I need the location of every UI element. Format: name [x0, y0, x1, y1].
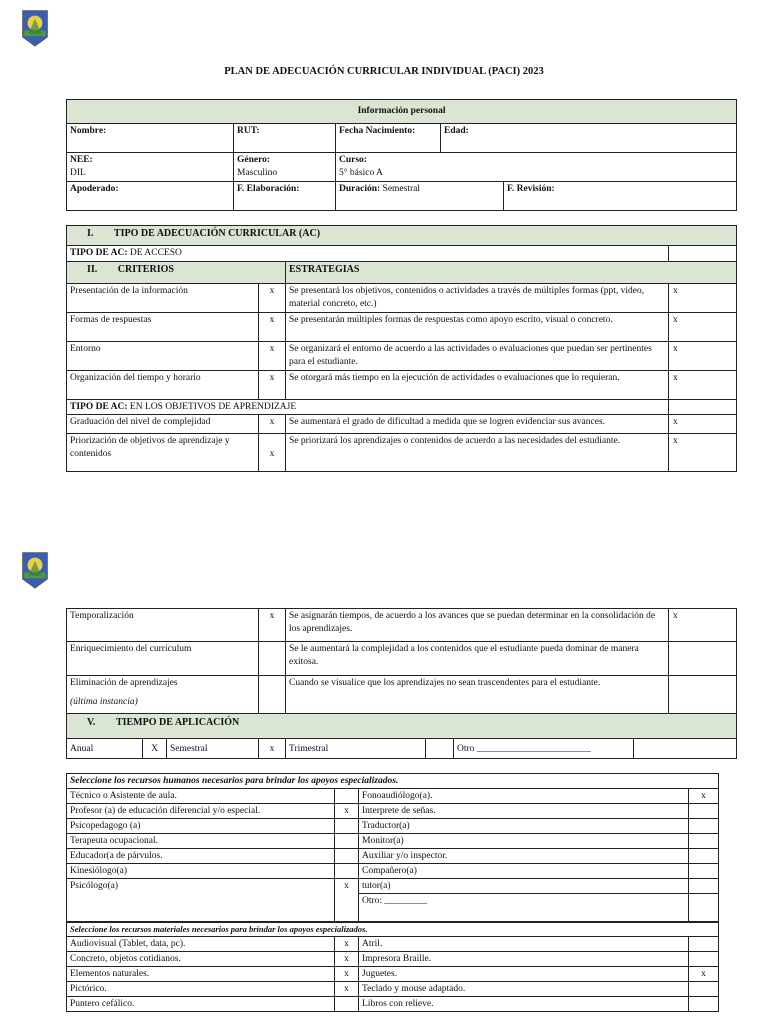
criterio-mark[interactable]: x [259, 371, 286, 400]
curso-value: 5° básico A [339, 168, 383, 178]
estrategia-cell: Se presentarán múltiples formas de respuestas como apoyo escrito, visual o concreto. [286, 313, 669, 342]
tipo-ac-label-2: TIPO DE AC: [70, 402, 128, 412]
resource-mark[interactable] [335, 997, 359, 1012]
resource-label: Psicólogo(a) [67, 879, 335, 922]
resource-row [67, 937, 719, 952]
nombre-label: Nombre: [67, 124, 234, 153]
resource-mark[interactable] [689, 819, 719, 834]
resource-row [67, 864, 719, 879]
criterio-label: Eliminación de aprendizajes [70, 678, 178, 688]
criterio-mark[interactable]: x [259, 609, 286, 642]
criterio-cell: Entorno [67, 342, 259, 371]
resource-mark[interactable] [689, 834, 719, 849]
estrategia-mark[interactable]: x [669, 313, 737, 342]
resource-label: Psicopedagogo (a) [67, 819, 335, 834]
criterio-cell: Presentación de la información [67, 284, 259, 313]
resource-label: Atril. [359, 937, 689, 952]
resource-label: Monitor(a) [359, 834, 689, 849]
criterio-cell: Organización del tiempo y horario [67, 371, 259, 400]
resource-label: Fonoaudiólogo(a). [359, 789, 689, 804]
criterio-row [67, 676, 737, 714]
resource-label: Impresora Braille. [359, 952, 689, 967]
adecuacion-table [66, 225, 737, 472]
resource-mark[interactable]: x [689, 967, 719, 982]
estrategia-cell: Se aumentará el grado de dificultad a medida que se logren evidenciar sus avances. [286, 415, 669, 434]
resource-row [67, 967, 719, 982]
tipo-ac-acceso: DE ACCESO [129, 248, 182, 258]
resource-mark[interactable] [689, 982, 719, 997]
resource-mark[interactable] [689, 937, 719, 952]
semestral-mark[interactable]: x [259, 739, 286, 759]
criterios-title: CRITERIOS [117, 264, 174, 275]
genero-value: Masculino [237, 168, 278, 178]
tiempo-table [66, 713, 737, 759]
resource-mark[interactable]: x [335, 879, 359, 922]
rut-label: RUT: [234, 124, 336, 153]
resource-label: tutor(a) [359, 879, 689, 894]
criterio-row [67, 609, 737, 642]
resource-mark[interactable] [689, 894, 719, 922]
criterio-row [67, 434, 737, 472]
section-tipo-ac [67, 226, 737, 246]
resource-mark[interactable] [335, 819, 359, 834]
criterio-mark[interactable]: x [259, 434, 286, 472]
criterio-cell: Enriquecimiento del currículum [67, 642, 259, 676]
criterio-cell [67, 676, 259, 714]
estrategia-cell: Se priorizará los aprendizajes o contenidos de acuerdo a las necesidades del estudiante. [286, 434, 669, 472]
criterio-cell: Formas de respuestas [67, 313, 259, 342]
estrategia-cell: Se asignarán tiempos, de acuerdo a los avances que se puedan determinar en la consolidación de los aprendizajes. [286, 609, 669, 642]
estrategia-cell: Se organizará el entorno de acuerdo a las actividades o evaluaciones que puedan ser pertinentes para el estudiante. [286, 342, 669, 371]
resource-label: Audiovisual (Tablet, data, pc). [67, 937, 335, 952]
nee-value: DIL [70, 168, 86, 178]
resource-label: Otro: _________ [359, 894, 689, 922]
resource-mark[interactable]: x [335, 937, 359, 952]
resource-mark[interactable]: x [335, 804, 359, 819]
resource-label: Puntero cefálico. [67, 997, 335, 1012]
estrategia-mark[interactable] [669, 676, 737, 714]
resource-mark[interactable]: x [689, 789, 719, 804]
criterio-mark[interactable] [259, 642, 286, 676]
document-title: PLAN DE ADECUACIÓN CURRICULAR INDIVIDUAL (PACI) 2023 [224, 66, 544, 77]
resource-mark[interactable] [689, 879, 719, 894]
resource-label: Elementos naturales. [67, 967, 335, 982]
otro-label: Otro ________________________ [454, 739, 634, 759]
criterios-heading [67, 262, 286, 284]
estrategia-mark[interactable] [669, 642, 737, 676]
section-num: I. [87, 228, 94, 239]
criterio-mark[interactable]: x [259, 342, 286, 371]
estrategia-cell: Se otorgará más tiempo en la ejecución de actividades o evaluaciones que lo requieran. [286, 371, 669, 400]
estrategia-cell: Se presentará los objetivos, contenidos o actividades a través de múltiples formas (ppt, video, material concreto, etc.) [286, 284, 669, 313]
estrategia-mark[interactable]: x [669, 434, 737, 472]
resource-label: Traductor(a) [359, 819, 689, 834]
resource-row [67, 879, 719, 894]
estrategia-mark[interactable]: x [669, 609, 737, 642]
tiempo-heading [67, 714, 737, 739]
criterio-row [67, 342, 737, 371]
recursos-materiales-table [66, 922, 719, 1012]
resource-row [67, 997, 719, 1012]
anual-label: Anual [67, 739, 143, 759]
criterio-mark[interactable]: x [259, 415, 286, 434]
resource-mark[interactable] [689, 849, 719, 864]
criterio-row [67, 642, 737, 676]
criterio-mark[interactable]: x [259, 313, 286, 342]
recursos-materiales-heading: Seleccione los recursos materiales necesarios para brindar los apoyos especializados. [67, 923, 719, 937]
resource-mark[interactable]: x [335, 952, 359, 967]
trimestral-mark[interactable] [426, 739, 454, 759]
resource-mark[interactable] [335, 864, 359, 879]
genero-label: Género: [237, 155, 271, 165]
resource-label: Interprete de señas. [359, 804, 689, 819]
resource-label: Kinesiólogo(a) [67, 864, 335, 879]
page2-table [66, 608, 737, 714]
resource-label: Pictórico. [67, 982, 335, 997]
criterio-mark[interactable] [259, 676, 286, 714]
semestral-label: Semestral [167, 739, 259, 759]
resource-label: Terapeuta ocupacional. [67, 834, 335, 849]
criterio-note: (última instancia) [70, 697, 138, 707]
criterio-row [67, 371, 737, 400]
resource-label: Profesor (a) de educación diferencial y/o especial. [67, 804, 335, 819]
resource-mark[interactable] [689, 952, 719, 967]
criterio-row [67, 284, 737, 313]
criterio-row [67, 313, 737, 342]
resource-label: Teclado y mouse adaptado. [359, 982, 689, 997]
f-elaboracion-label: F. Elaboración: [234, 182, 336, 211]
criterio-cell: Priorización de objetivos de aprendizaje y contenidos [67, 434, 259, 472]
resource-mark[interactable] [335, 849, 359, 864]
estrategia-mark[interactable]: x [669, 371, 737, 400]
resource-label: Libros con relieve. [359, 997, 689, 1012]
resource-label: Concreto, objetos cotidianos. [67, 952, 335, 967]
criterio-cell: Temporalización [67, 609, 259, 642]
tipo-ac-objetivos: EN LOS OBJETIVOS DE APRENDIZAJE [129, 402, 297, 412]
criterio-cell: Graduación del nivel de complejidad [67, 415, 259, 434]
section-title: TIPO DE ADECUACIÓN CURRICULAR (AC) [113, 228, 321, 239]
anual-mark[interactable]: X [143, 739, 167, 759]
resource-mark[interactable] [335, 789, 359, 804]
resource-label: Compañero(a) [359, 864, 689, 879]
tiempo-title: TIEMPO DE APLICACIÓN [115, 717, 240, 728]
estrategia-cell: Se le aumentará la complejidad a los contenidos que el estudiante pueda dominar de manera exitosa. [286, 642, 669, 676]
resource-label: Técnico o Asistente de aula. [67, 789, 335, 804]
estrategias-title: ESTRATEGIAS [286, 262, 737, 284]
resource-mark[interactable]: x [335, 967, 359, 982]
resource-mark[interactable]: x [335, 982, 359, 997]
resource-row [67, 804, 719, 819]
resource-row [67, 849, 719, 864]
estrategia-mark[interactable]: x [669, 284, 737, 313]
resource-mark[interactable] [335, 834, 359, 849]
resource-label: Auxiliar y/o inspector. [359, 849, 689, 864]
recursos-humanos-heading: Seleccione los recursos humanos necesarios para brindar los apoyos especializados. [67, 774, 719, 789]
duracion-value: Semestral [382, 184, 421, 194]
resource-row [67, 952, 719, 967]
fecha-nacimiento-label: Fecha Nacimiento: [336, 124, 441, 153]
resource-row [67, 982, 719, 997]
tipo-ac-label: TIPO DE AC: [70, 248, 128, 258]
resource-row [67, 819, 719, 834]
resource-label: Juguetes. [359, 967, 689, 982]
personal-info-table [66, 99, 737, 211]
duracion-label: Duración: [339, 184, 381, 194]
recursos-humanos-table [66, 773, 719, 922]
personal-info-heading: Información personal [67, 100, 737, 124]
apoderado-label: Apoderado: [67, 182, 234, 211]
estrategia-cell: Cuando se visualice que los aprendizajes no sean trascendentes para el estudiante. [286, 676, 669, 714]
otro-mark[interactable] [634, 739, 737, 759]
edad-label: Edad: [441, 124, 737, 153]
curso-label: Curso: [339, 155, 367, 165]
criterio-mark[interactable]: x [259, 284, 286, 313]
criterio-row [67, 415, 737, 434]
resource-row [67, 789, 719, 804]
resource-label: Educador(a de párvulos. [67, 849, 335, 864]
school-logo-page2 [19, 551, 51, 589]
resource-row [67, 834, 719, 849]
estrategia-mark[interactable]: x [669, 342, 737, 371]
tiempo-num: V. [87, 717, 96, 728]
estrategia-mark[interactable]: x [669, 415, 737, 434]
criterios-num: II. [87, 264, 98, 275]
resource-mark[interactable] [689, 997, 719, 1012]
trimestral-label: Trimestral [286, 739, 426, 759]
nee-label: NEE: [70, 155, 93, 165]
resource-mark[interactable] [689, 804, 719, 819]
school-logo [19, 9, 51, 47]
f-revision-label: F. Revisión: [504, 182, 737, 211]
resource-mark[interactable] [689, 864, 719, 879]
